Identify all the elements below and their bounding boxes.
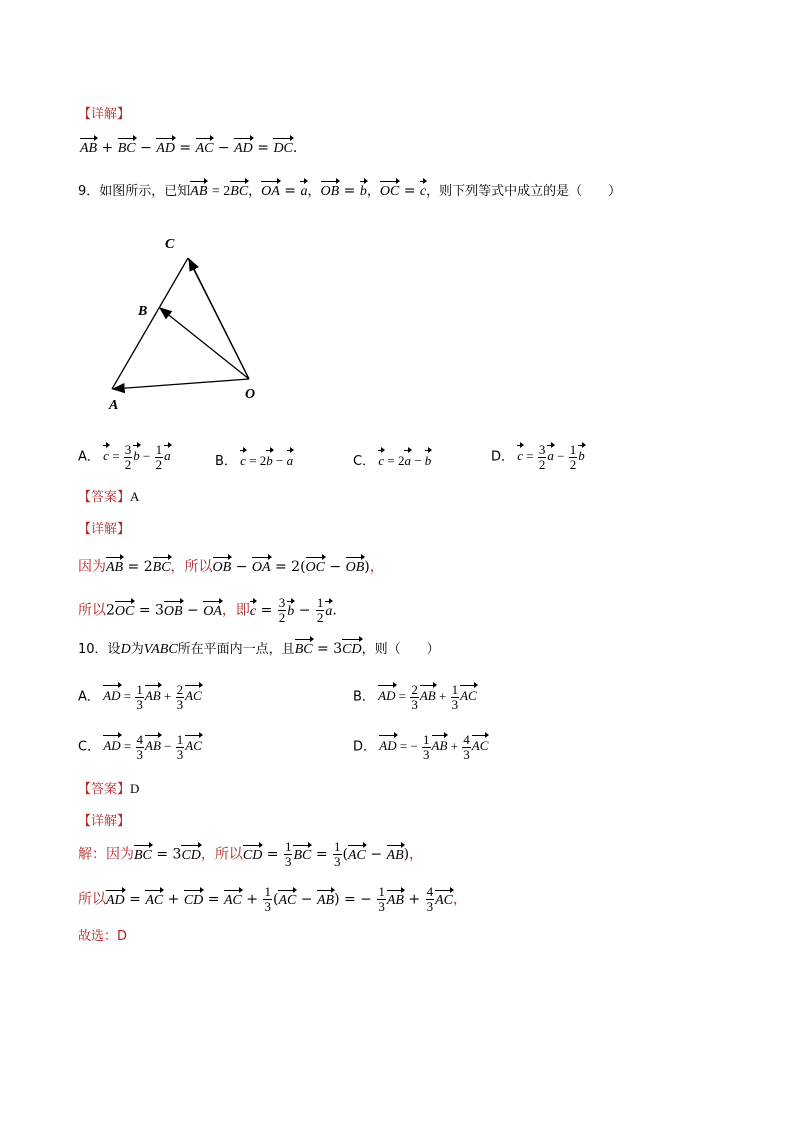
text: ，即 — [221, 602, 250, 619]
label-o: O — [245, 387, 256, 402]
text: ， — [453, 891, 467, 908]
vec-b: b — [359, 184, 367, 199]
option-letter: C． — [78, 739, 101, 755]
question-number: 9． — [78, 184, 100, 199]
separator: ， — [366, 184, 380, 199]
text: 解：因为 — [78, 846, 134, 863]
text: ， — [409, 846, 424, 863]
q10-stem: 10．设D为VABC所在平面内一点，且BC = 3CD，则（ ） — [78, 641, 440, 657]
vec-ac: AC — [195, 141, 214, 156]
text: 所以 — [78, 602, 106, 619]
vec-ob: OB — [320, 184, 340, 199]
q9-option-a: A． c = $\frac{3}{2}$ b − $\frac{1}{2}$ a — [78, 442, 171, 472]
answer-value: D — [130, 781, 140, 796]
vec-c: c — [419, 184, 427, 199]
text: ，所以 — [200, 846, 243, 863]
label-a: A — [109, 398, 119, 413]
vec-bc: BC — [230, 184, 249, 199]
option-letter: C． — [353, 454, 376, 469]
q9-option-b: B． c = 2b − a — [215, 453, 294, 469]
q10-option-a: A． AD = $\frac{1}{3}$ AB + $\frac{2}{3}$ AC — [78, 682, 202, 712]
option-letter: B． — [353, 689, 375, 705]
q10-option-d: D． AD = − $\frac{1}{3}$ AB + $\frac{4}{3}$ AC — [353, 732, 489, 762]
detail-tag-q9: 【详解】 — [78, 522, 131, 537]
vector-oa — [113, 379, 249, 389]
q8-solution: AB + BC − AD = AC − AD = DC. — [80, 140, 298, 156]
detail-tag-q10: 【详解】 — [78, 814, 131, 829]
text: 所以 — [78, 891, 106, 908]
vec-oa: OA — [261, 184, 280, 199]
answer-value: A — [130, 489, 140, 504]
q10-detail-line2: 所以AD = AC + CD = AC + $\frac{1}{3}$ (AC − AB) = − $\frac{1}{3}$ AB + $\frac{4}{3}$ AC， — [78, 884, 467, 914]
option-letter: D． — [491, 449, 515, 465]
separator: ， — [248, 184, 262, 199]
label-c: C — [165, 237, 175, 252]
q9-stem: 9．如图所示，已知AB = 2BC，OA = a，OB = b，OC = c，则下列等式中成立的是（ ） — [78, 183, 622, 199]
q9-detail-line2: 所以2OC = 3OB − OA，即c = $\frac{3}{2}$ b − $\frac{1}{2}$ a. — [78, 595, 337, 625]
vec-ab: AB — [80, 141, 98, 156]
text: ， — [369, 559, 384, 575]
q9-option-d: D． c = $\frac{3}{2}$ a − $\frac{1}{2}$ b — [491, 442, 585, 472]
point-d: D — [120, 642, 131, 657]
vec-bc: BC — [117, 141, 136, 156]
q10-conclusion: 故选：D — [78, 929, 128, 944]
vec-oc: OC — [379, 184, 400, 199]
stem-text: ，则（ ） — [361, 642, 440, 657]
label-b: B — [138, 304, 148, 319]
text: . — [332, 602, 337, 619]
option-letter: B． — [215, 454, 237, 469]
answer-q10 — [78, 778, 139, 797]
answer-tag: 【答案】 — [78, 490, 131, 505]
text: 因为 — [78, 559, 106, 575]
equation-part: = 2 — [211, 184, 231, 199]
vec-ad: AD — [156, 141, 175, 156]
stem-text: 所在平面内一点，且 — [177, 642, 295, 657]
q9-option-c: C． c = 2a − b — [353, 453, 432, 469]
option-letter: A． — [78, 689, 100, 705]
stem-text: 设 — [107, 642, 121, 657]
answer-tag: 【答案】 — [78, 782, 131, 797]
triangle-abc: VABC — [143, 642, 178, 657]
q9-detail-line1: 因为AB = 2BC，所以OB − OA = 2(OC − OB)， — [78, 559, 384, 575]
text: ，所以 — [170, 559, 213, 575]
q10-option-c: C． AD = $\frac{4}{3}$ AB − $\frac{1}{3}$ AC — [78, 732, 202, 762]
q10-detail-line1: 解：因为BC = 3CD，所以CD = $\frac{1}{3}$ BC = $\frac{1}{3}$ (AC − AB)， — [78, 839, 424, 869]
option-letter: D． — [353, 739, 377, 755]
vec-ad: AD — [234, 141, 253, 156]
vec-dc: DC — [273, 141, 293, 156]
vector-ob — [160, 308, 249, 379]
detail-tag-q8: 【详解】 — [78, 107, 131, 122]
stem-text: ，则下列等式中成立的是（ ） — [426, 184, 622, 199]
q10-option-b: B． AD = $\frac{2}{3}$ AB + $\frac{1}{3}$ AC — [353, 682, 477, 712]
vec-ab: AB — [190, 184, 208, 199]
question-number: 10． — [78, 642, 108, 657]
stem-text: 如图所示，已知 — [99, 184, 191, 199]
vector-oc — [189, 259, 249, 379]
stem-text: 为 — [130, 642, 144, 657]
triangle-figure — [100, 230, 270, 415]
side-ac — [112, 258, 188, 389]
option-letter: A． — [78, 449, 100, 465]
separator: ， — [307, 184, 321, 199]
vec-a: a — [300, 184, 308, 199]
answer-q9 — [78, 486, 139, 505]
